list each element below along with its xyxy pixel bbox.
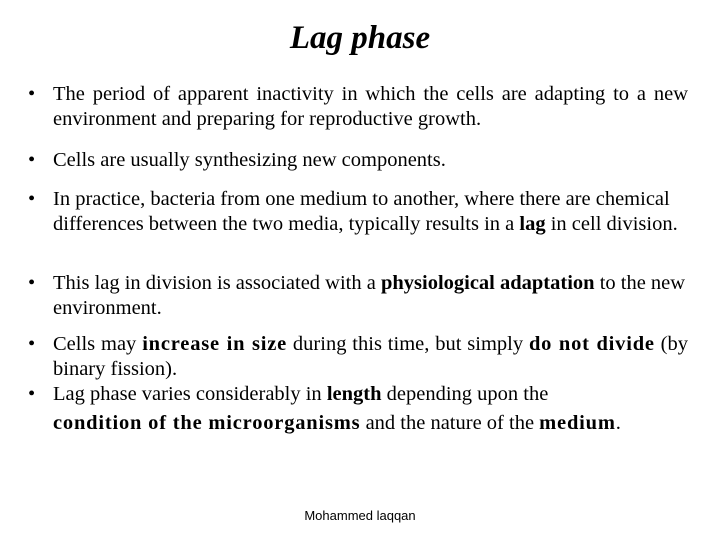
bullet-marker: • [28, 188, 36, 210]
bullet-marker: • [28, 149, 36, 171]
text-run: In practice, bacteria from one medium to another, where there are chemical differences between the two media, typically results in a [53, 188, 670, 235]
bold-term: physiological adaptation [380, 272, 595, 294]
bullet-item [28, 332, 688, 382]
bullet-marker: • [28, 383, 36, 405]
bold-term: length [326, 383, 382, 405]
text-run: during this time, but simply [287, 333, 529, 355]
text-run: to the new environment. [53, 272, 686, 319]
text-run: Lag phase varies considerably in [53, 383, 327, 405]
bold-term: do not divide [528, 333, 655, 355]
bullet-item [28, 82, 688, 132]
slide-title: Lag phase [289, 20, 431, 56]
text-run: depending upon the [381, 383, 549, 405]
text-run: This lag in division is associated with a [53, 272, 381, 294]
bullet-continuation [53, 411, 688, 436]
bullet-text [53, 332, 688, 382]
text-run: and the nature of the [360, 412, 540, 434]
bold-term: condition of the microorganisms [53, 412, 361, 434]
text-run: (by binary fission). [53, 333, 688, 380]
bullet-text [53, 382, 688, 436]
bold-term: increase in size [142, 333, 288, 355]
bullet-marker: • [28, 272, 36, 294]
text-run: . [615, 412, 621, 434]
bullet-item [28, 271, 688, 321]
text-run: Cells may [53, 333, 143, 355]
bold-term: medium [539, 412, 616, 434]
footer-author: Mohammed laqqan [304, 508, 416, 523]
bullet-marker: • [28, 333, 36, 355]
bullet-item [28, 382, 688, 436]
bullet-text [53, 187, 688, 237]
bullet-marker: • [28, 83, 36, 105]
bullet-item [28, 187, 688, 237]
bullet-text: Cells are usually synthesizing new components. [53, 149, 446, 171]
bullet-text [53, 271, 688, 321]
bullet-text: The period of apparent inactivity in which the cells are adapting to a new environment and preparing for reproductive growth. [53, 83, 688, 130]
bullet-item [28, 148, 688, 173]
text-run: in cell division. [545, 213, 678, 235]
bold-term: lag [519, 213, 546, 235]
